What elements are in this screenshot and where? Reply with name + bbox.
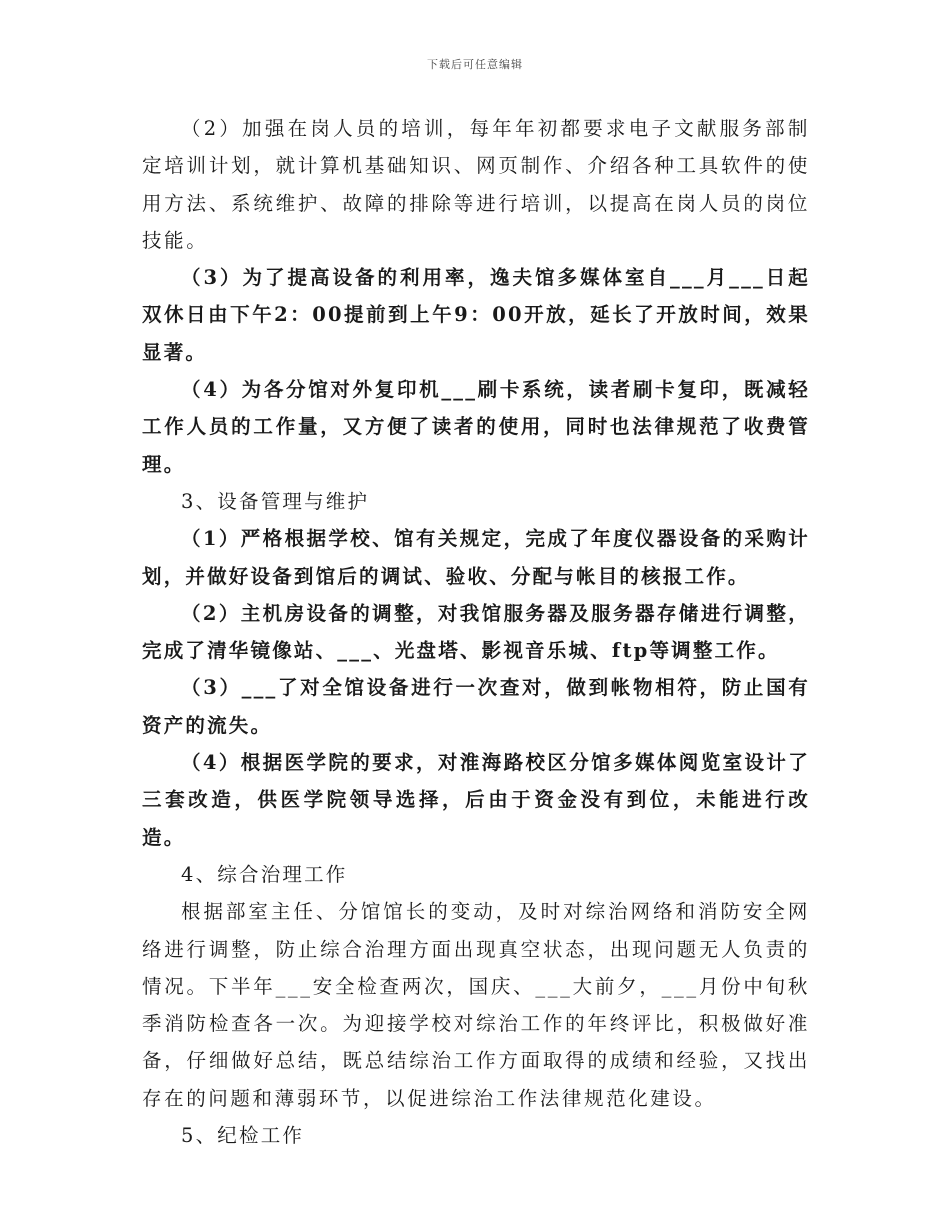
paragraph-staff-training: （2）加强在岗人员的培训，每年年初都要求电子文献服务部制定培训计划，就计算机基础知识、网页制作、介绍各种工具软件的使用方法、系统维护、故障的排除等进行培训，以提高在岗人员的岗位技能。: [142, 117, 810, 252]
paragraph-safety-network: 根据部室主任、分馆馆长的变动，及时对综治网络和消防安全网络进行调整，防止综合治理方面出现真空状态，出现问题无人负责的情况。下半年___安全检查两次，国庆、___大前夕，___月份中旬秋季消防检查各一次。为迎接学校对综治工作的年终评比，积极做好准备，仔细做好总结，既总结综治工作方面取得的成绩和经验，又找出存在的问题和薄弱环节，以促进综治工作法律规范化建设。: [142, 900, 810, 1110]
section-heading-comprehensive-management: 4、综合治理工作: [181, 862, 348, 886]
paragraph-multimedia-renovation: （4）根据医学院的要求，对淮海路校区分馆多媒体阅览室设计了三套改造，供医学院领导选择，后由于资金没有到位，未能进行改造。: [142, 751, 810, 849]
paragraph-equipment-procurement: （1）严格根据学校、馆有关规定，完成了年度仪器设备的采购计划，并做好设备到馆后的调试、验收、分配与帐目的核报工作。: [142, 527, 810, 588]
paragraph-multimedia-room-hours: （3）为了提高设备的利用率，逸夫馆多媒体室自___月___日起双休日由下午2：00提前到上午9：00开放，延长了开放时间，效果显著。: [142, 266, 810, 364]
document-body: [142, 110, 810, 1154]
section-heading-discipline: 5、纪检工作: [181, 1124, 305, 1148]
section-heading-equipment: 3、设备管理与维护: [181, 489, 370, 513]
paragraph-equipment-audit: （3）___了对全馆设备进行一次查对，做到帐物相符，防止国有资产的流失。: [142, 676, 810, 737]
paragraph-copier-card-system: （4）为各分馆对外复印机___刷卡系统，读者刷卡复印，既减轻工作人员的工作量，又方便了读者的使用，同时也法律规范了收费管理。: [142, 378, 810, 476]
paragraph-server-room-adjustment: （2）主机房设备的调整，对我馆服务器及服务器存储进行调整，完成了清华镜像站、___、光盘塔、影视音乐城、ftp等调整工作。: [142, 601, 810, 663]
page-header-note: 下载后可任意编辑: [427, 58, 523, 71]
